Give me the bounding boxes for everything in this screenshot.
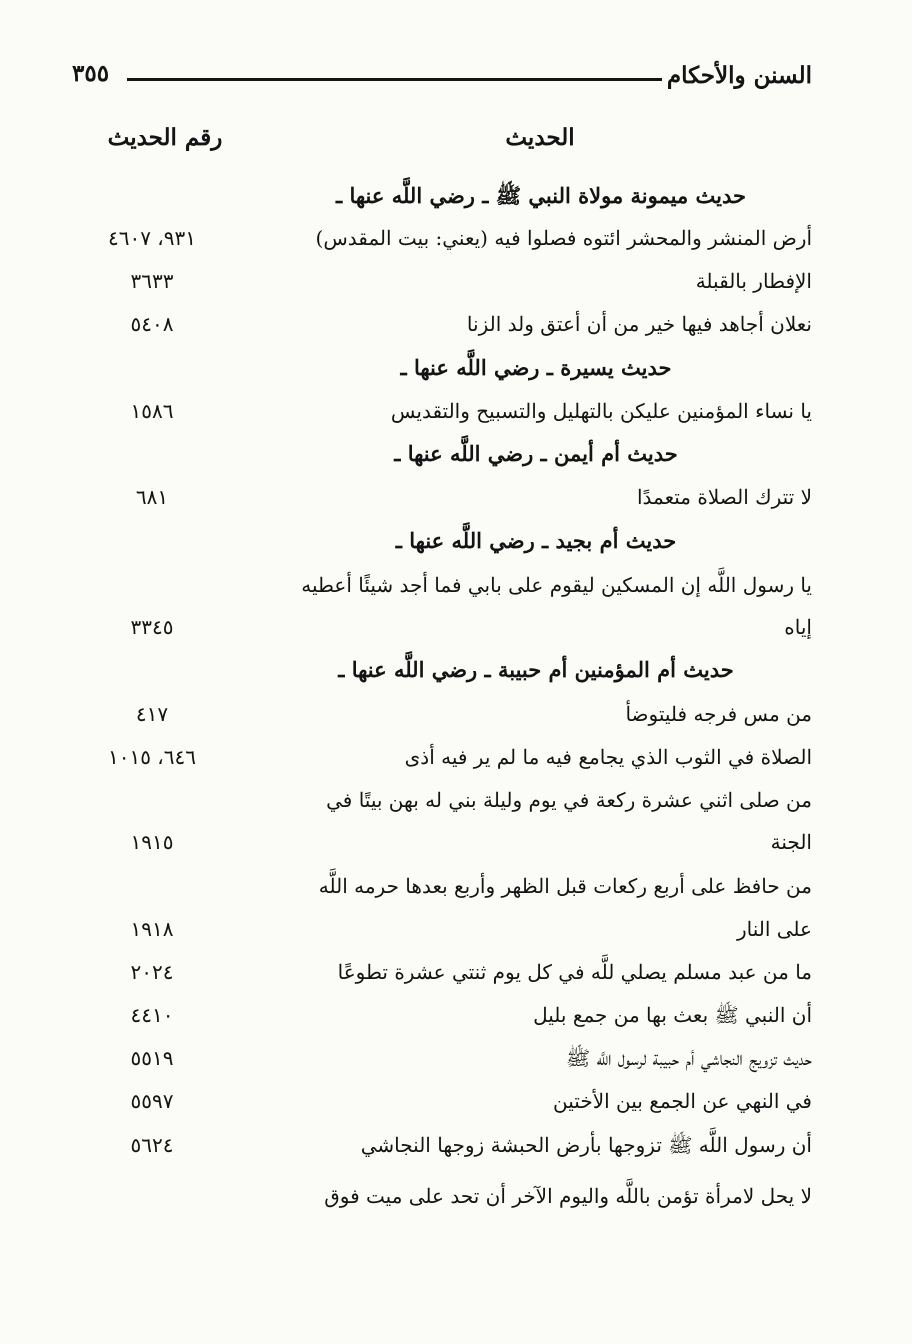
column-heading-hadith: الحديث — [505, 124, 575, 151]
hadith-text: لا تترك الصلاة متعمدًا — [636, 485, 812, 509]
hadith-number: ٥٤٠٨ — [130, 312, 174, 336]
section-title: حديث يسيرة ـ رضي اللَّه عنها ـ — [400, 355, 672, 380]
hadith-text: نعلان أجاهد فيها خير من أن أعتق ولد الزنا — [466, 312, 812, 336]
hadith-number: ٥٥٩٧ — [130, 1089, 174, 1113]
hadith-number: ٤٤١٠ — [130, 1003, 174, 1027]
hadith-text: الإفطار بالقبلة — [695, 269, 812, 293]
section-title: حديث ميمونة مولاة النبي ﷺ ـ رضي اللَّه عنها ـ — [336, 183, 746, 208]
hadith-text: من حافظ على أربع ركعات قبل الظهر وأربع بعدها حرمه اللَّه — [318, 874, 812, 898]
hadith-number: ١٩١٥ — [130, 830, 174, 854]
hadith-number: ٦٨١ — [135, 485, 169, 509]
hadith-number: ١٥٨٦ — [130, 399, 174, 423]
section-title: حديث أم المؤمنين أم حبيبة ـ رضي اللَّه عنها ـ — [338, 657, 734, 682]
section-title: حديث أم بجيد ـ رضي اللَّه عنها ـ — [395, 528, 677, 553]
hadith-text: أن النبي ﷺ بعث بها من جمع بليل — [533, 1003, 812, 1027]
header-rule — [127, 78, 662, 81]
hadith-number: ٣٣٤٥ — [130, 615, 174, 639]
hadith-number: ٢٠٢٤ — [130, 960, 174, 984]
hadith-number: ٦٤٦، ١٠١٥ — [107, 745, 196, 769]
hadith-text: أرض المنشر والمحشر ائتوه فصلوا فيه (يعني: بيت المقدس) — [315, 226, 812, 250]
hadith-number: ٤١٧ — [135, 702, 169, 726]
running-header-title: السنن والأحكام — [666, 62, 812, 89]
hadith-text: ما من عبد مسلم يصلي للَّه في كل يوم ثنتي عشرة تطوعًا — [337, 960, 812, 984]
hadith-text-continuation: إياه — [784, 615, 812, 639]
hadith-text: من صلى اثني عشرة ركعة في يوم وليلة بني له بهن بيتًا في — [326, 788, 812, 812]
hadith-number: ٣٦٣٣ — [130, 269, 174, 293]
hadith-text-continuation: الجنة — [770, 830, 812, 854]
hadith-number: ٥٦٢٤ — [130, 1133, 174, 1157]
column-heading-number: رقم الحديث — [107, 124, 223, 151]
hadith-text: يا نساء المؤمنين عليكن بالتهليل والتسبيح والتقديس — [390, 399, 812, 423]
hadith-number: ٩٣١، ٤٦٠٧ — [107, 226, 196, 250]
hadith-text: في النهي عن الجمع بين الأختين — [553, 1089, 812, 1113]
hadith-text: الصلاة في الثوب الذي يجامع فيه ما لم ير فيه أذى — [404, 745, 812, 769]
hadith-text: لا يحل لامرأة تؤمن باللَّه واليوم الآخر أن تحد على ميت فوق — [324, 1184, 812, 1208]
hadith-number: ٥٥١٩ — [130, 1046, 174, 1070]
hadith-text: أن رسول اللَّه ﷺ تزوجها بأرض الحبشة زوجها النجاشي — [360, 1133, 812, 1157]
hadith-number: ١٩١٨ — [130, 917, 174, 941]
hadith-text: حديث تزويج النجاشي أم حبيبة لرسول اللَّه ﷺ — [565, 1046, 812, 1070]
hadith-text-continuation: على النار — [736, 917, 812, 941]
section-title: حديث أم أيمن ـ رضي اللَّه عنها ـ — [394, 441, 678, 466]
page-number: ٣٥٥ — [72, 60, 110, 87]
hadith-text: يا رسول اللَّه إن المسكين ليقوم على بابي فما أجد شيئًا أعطيه — [301, 573, 812, 597]
hadith-text: من مس فرجه فليتوضأ — [625, 702, 812, 726]
